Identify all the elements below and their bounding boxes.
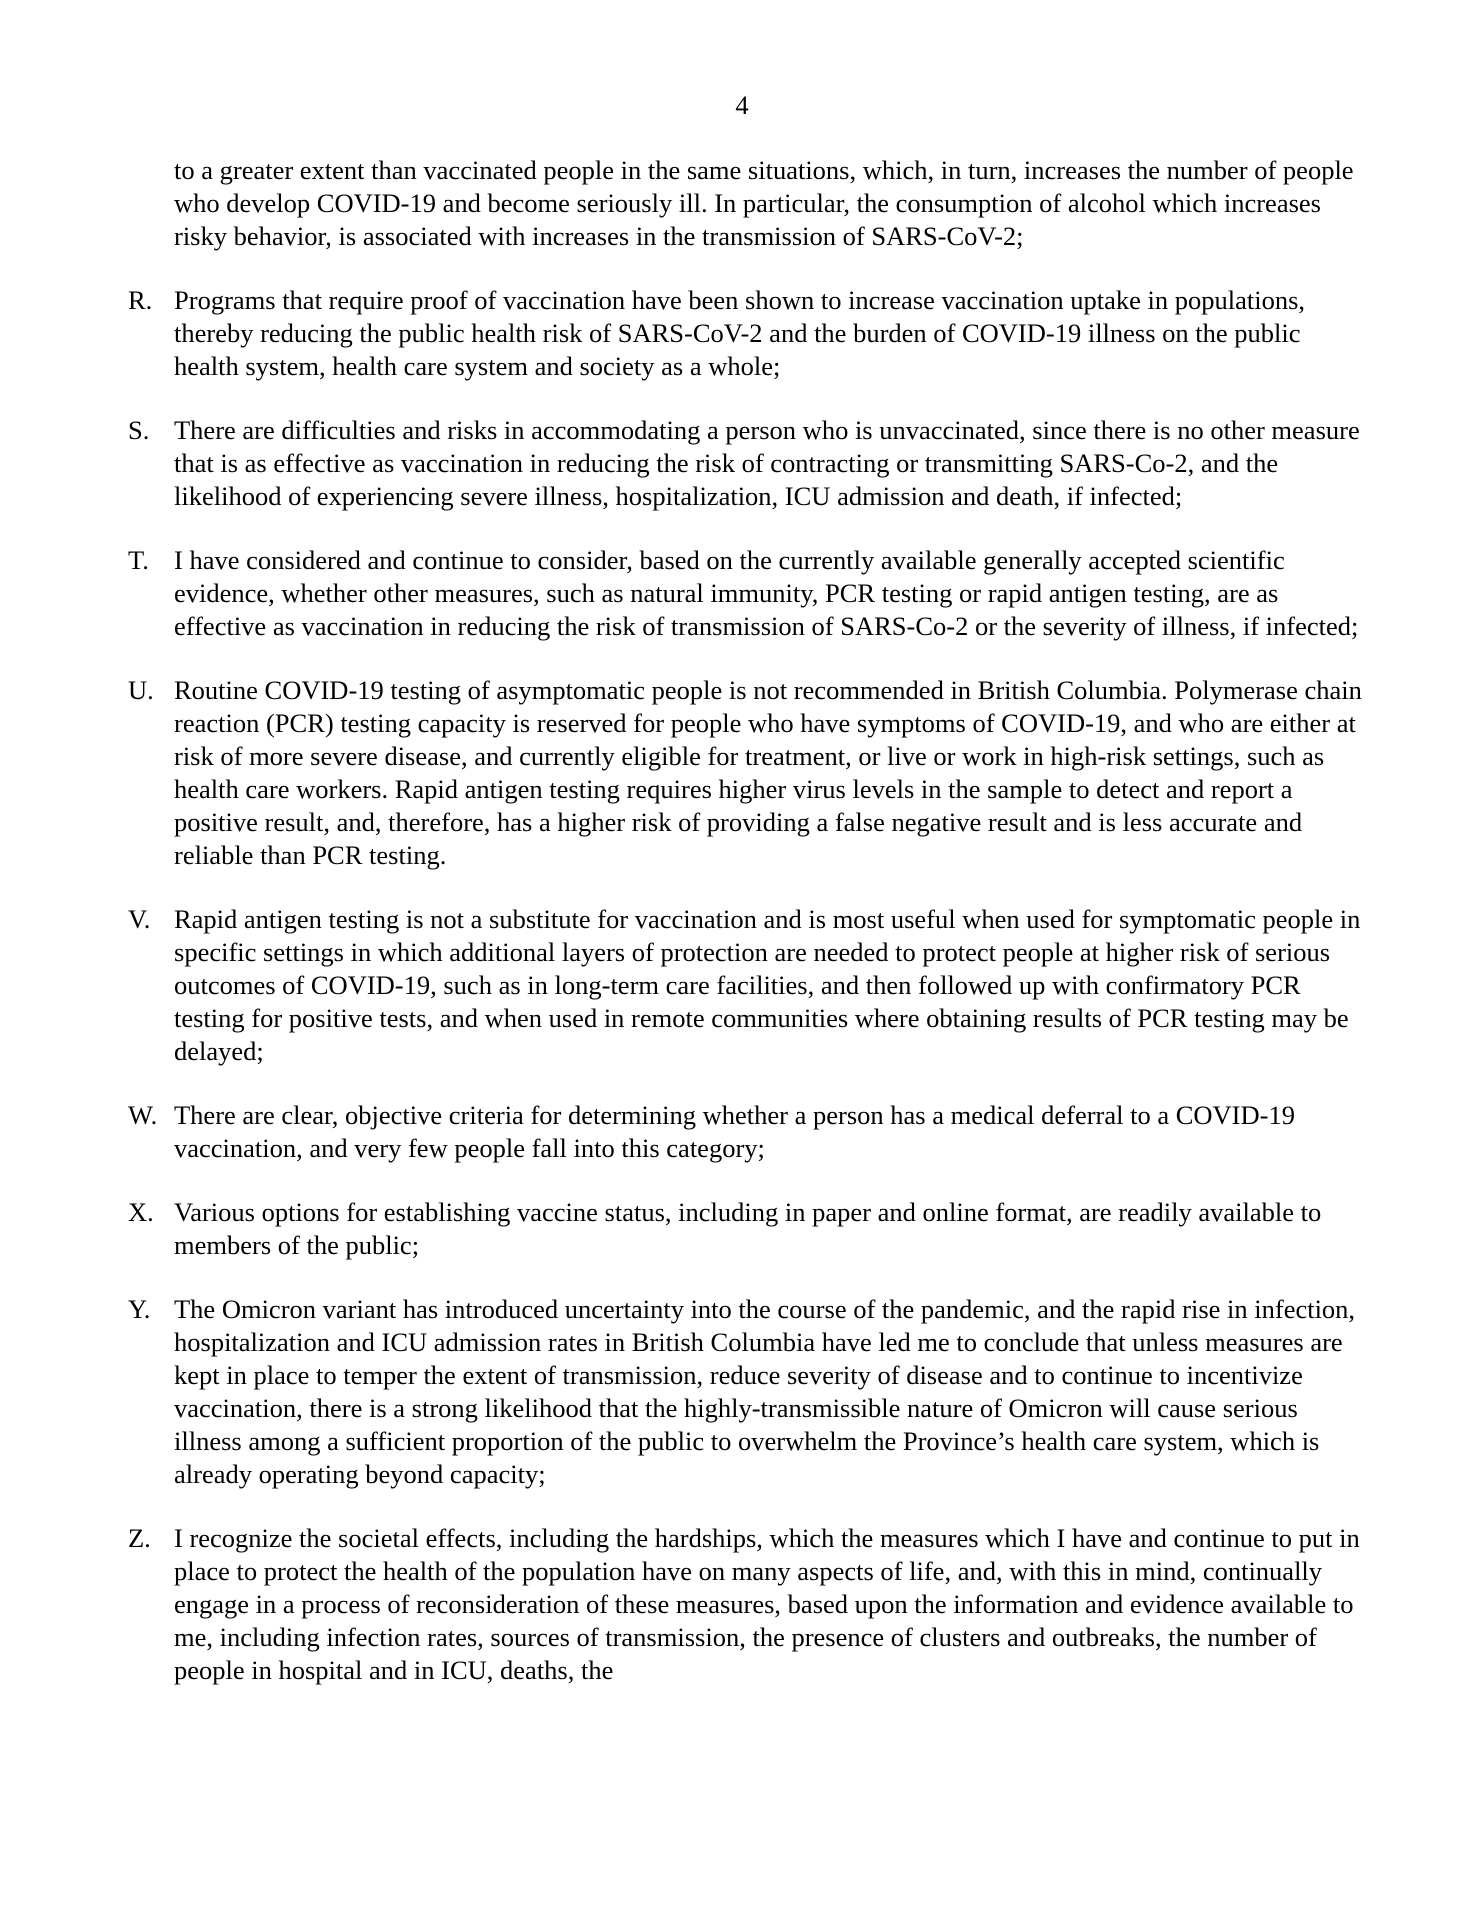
clause-text: The Omicron variant has introduced uncertainty into the course of the pandemic, and the rapid rise in infection, hospitalization and ICU admission rates in British Columbia have led me to conclude that unless measures are kept in place to temper the extent of transmission, reduce severity of disease and to continue to incentivize vaccination, there is a strong likelihood that the highly-transmissible nature of Omicron will cause serious illness among a sufficient proportion of the public to overwhelm the Province’s health care system, which is already operating beyond capacity; xyxy=(174,1294,1356,1489)
clause-s xyxy=(128,414,1368,513)
continuation-paragraph: to a greater extent than vaccinated people in the same situations, which, in turn, increases the number of people who develop COVID-19 and become seriously ill. In particular, the consumption of alcohol which increases risky behavior, is associated with increases in the transmission of SARS-CoV-2; xyxy=(174,155,1354,251)
document-body xyxy=(128,154,1368,1718)
clause-r xyxy=(128,284,1368,383)
clause-letter: Z. xyxy=(128,1523,151,1553)
clause-letter: X. xyxy=(128,1197,154,1227)
clause-z xyxy=(128,1522,1368,1687)
clause-text: Rapid antigen testing is not a substitute for vaccination and is most useful when used for symptomatic people in specific settings in which additional layers of protection are needed to protect people at higher risk of serious outcomes of COVID-19, such as in long-term care facilities, and then followed up with confirmatory PCR testing for positive tests, and when used in remote communities where obtaining results of PCR testing may be delayed; xyxy=(174,904,1361,1066)
clause-t xyxy=(128,544,1368,643)
clause-text: I have considered and continue to consider, based on the currently available generally accepted scientific evidence, whether other measures, such as natural immunity, PCR testing or rapid antigen testing, are as effective as vaccination in reducing the risk of transmission of SARS-Co-2 or the severity of illness, if infected; xyxy=(174,545,1359,641)
clause-letter: Y. xyxy=(128,1294,151,1324)
clause-u xyxy=(128,674,1368,872)
clause-letter: S. xyxy=(128,415,150,445)
clause-v xyxy=(128,903,1368,1068)
clause-text: There are clear, objective criteria for determining whether a person has a medical deferral to a COVID-19 vaccination, and very few people fall into this category; xyxy=(174,1100,1295,1163)
clause-letter: R. xyxy=(128,285,153,315)
clause-x xyxy=(128,1196,1368,1262)
clause-text: There are difficulties and risks in accommodating a person who is unvaccinated, since there is no other measure that is as effective as vaccination in reducing the risk of contracting or transmitting SARS-Co-2, and the likelihood of experiencing severe illness, hospitalization, ICU admission and death, if infected; xyxy=(174,415,1360,511)
clause-letter: V. xyxy=(128,904,151,934)
page-number: 4 xyxy=(735,90,749,120)
clause-w xyxy=(128,1099,1368,1165)
clause-text: I recognize the societal effects, including the hardships, which the measures which I have and continue to put in place to protect the health of the population have on many aspects of life, and, with this in mind, continually engage in a process of reconsideration of these measures, based upon the information and evidence available to me, including infection rates, sources of transmission, the presence of clusters and outbreaks, the number of people in hospital and in ICU, deaths, the xyxy=(174,1523,1360,1685)
clause-text: Programs that require proof of vaccination have been shown to increase vaccination uptake in populations, thereby reducing the public health risk of SARS-CoV-2 and the burden of COVID-19 illness on the public health system, health care system and society as a whole; xyxy=(174,285,1306,381)
clause-text: Various options for establishing vaccine status, including in paper and online format, are readily available to members of the public; xyxy=(174,1197,1322,1260)
clause-letter: U. xyxy=(128,675,154,705)
clause-y xyxy=(128,1293,1368,1491)
clause-text: Routine COVID-19 testing of asymptomatic people is not recommended in British Columbia. Polymerase chain reaction (PCR) testing capacity is reserved for people who have symptoms of COVID-19, and who are either at risk of more severe disease, and currently eligible for treatment, or live or work in high-risk settings, such as health care workers. Rapid antigen testing requires higher virus levels in the sample to detect and report a positive result, and, therefore, has a higher risk of providing a false negative result and is less accurate and reliable than PCR testing. xyxy=(174,675,1362,870)
clause-letter: W. xyxy=(128,1100,158,1130)
clause-letter: T. xyxy=(128,545,149,575)
